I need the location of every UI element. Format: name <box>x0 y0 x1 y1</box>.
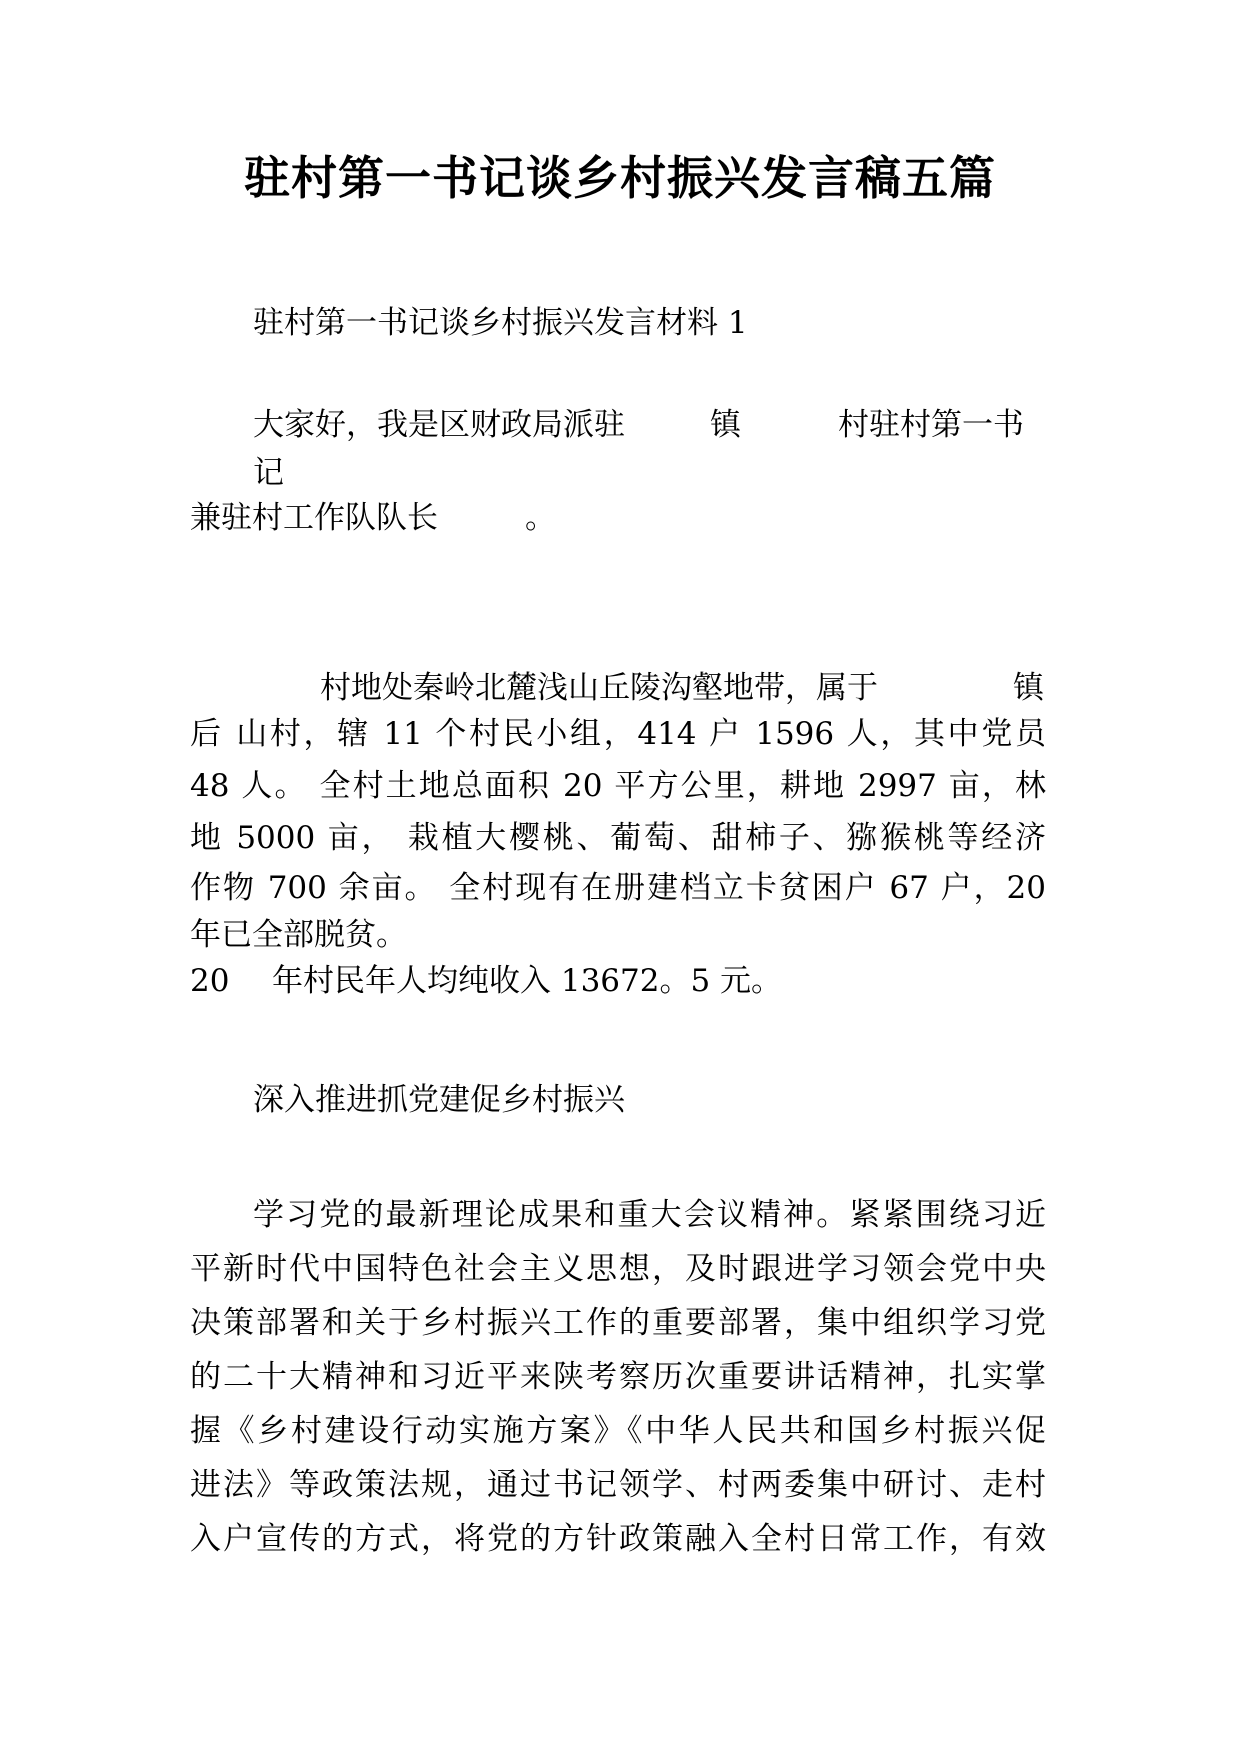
village-line-5: 作物 700 余亩。 全村现有在册建档立卡贫困户 67 户，20 <box>190 870 1046 906</box>
village-line-3: 48 人。 全村土地总面积 20 平方公里，耕地 2997 亩，林 <box>190 768 1046 804</box>
village-line-6: 年已全部脱贫。 <box>190 917 407 953</box>
document-title: 驻村第一书记谈乡村振兴发言稿五篇 <box>244 151 996 205</box>
village-line-7a: 20 <box>190 963 230 999</box>
village-line-4: 地 5000 亩， 栽植大樱桃、葡萄、甜柿子、猕猴桃等经济 <box>190 820 1046 856</box>
study-line-3: 决策部署和关于乡村振兴工作的重要部署，集中组织学习党 <box>190 1305 1046 1341</box>
intro-line-1b: 镇 <box>710 407 741 443</box>
section-heading: 深入推进抓党建促乡村振兴 <box>253 1082 625 1118</box>
study-line-4: 的二十大精神和习近平来陕考察历次重要讲话精神，扎实掌 <box>190 1359 1046 1395</box>
document-subtitle: 驻村第一书记谈乡村振兴发言材料 1 <box>253 305 748 341</box>
village-line-7b: 年村民年人均纯收入 13672。5 元。 <box>272 963 783 999</box>
study-line-6: 进法》等政策法规，通过书记领学、村两委集中研讨、走村 <box>190 1467 1046 1503</box>
study-line-7: 入户宣传的方式，将党的方针政策融入全村日常工作，有效 <box>190 1521 1046 1557</box>
intro-line-1a: 大家好，我是区财政局派驻 <box>253 407 625 443</box>
village-line-2: 后 山村，辖 11 个村民小组，414 户 1596 人，其中党员 <box>190 716 1046 752</box>
study-line-5: 握《乡村建设行动实施方案》《中华人民共和国乡村振兴促 <box>190 1413 1046 1449</box>
intro-line-2: 记 <box>253 455 284 491</box>
village-line-1a: 村地处秦岭北麓浅山丘陵沟壑地带，属于 <box>320 670 878 706</box>
intro-line-3a: 兼驻村工作队队长 <box>190 500 438 536</box>
intro-line-1c: 村驻村第一书 <box>838 407 1024 443</box>
study-line-1: 学习党的最新理论成果和重大会议精神。紧紧围绕习近 <box>253 1197 1046 1233</box>
intro-line-3b: 。 <box>525 500 556 536</box>
village-line-1b: 镇 <box>1013 670 1044 706</box>
study-line-2: 平新时代中国特色社会主义思想，及时跟进学习领会党中央 <box>190 1251 1046 1287</box>
